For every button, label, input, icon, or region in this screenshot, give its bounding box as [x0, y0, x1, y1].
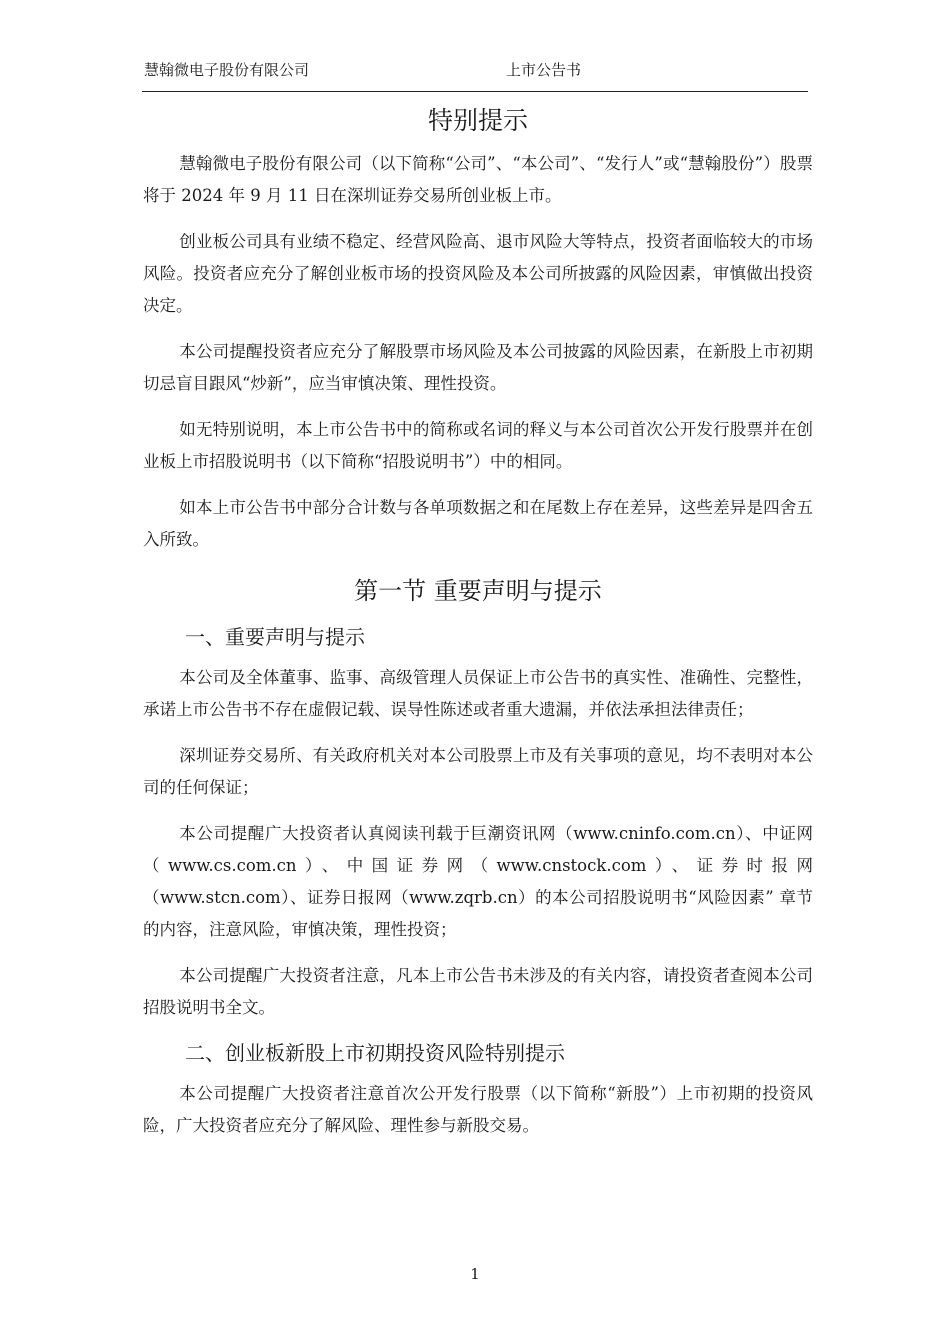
special-notice-paragraph: 本公司提醒投资者应充分了解股票市场风险及本公司披露的风险因素，在新股上市初期切忌盲目跟风“炒新”，应当审慎决策、理性投资。 — [143, 342, 813, 393]
section-1-title: 第一节 重要声明与提示 — [354, 577, 602, 605]
special-notice-paragraph: 如本上市公告书中部分合计数与各单项数据之和在尾数上存在差异，这些差异是四舍五入所致。 — [143, 498, 813, 549]
header-document-type: 上市公告书 — [506, 61, 582, 79]
header-company-name: 慧翰微电子股份有限公司 — [144, 61, 310, 79]
special-notice-title: 特别提示 — [427, 106, 528, 135]
page-number: 1 — [470, 1265, 480, 1283]
special-notice-paragraph: 创业板公司具有业绩不稳定、经营风险高、退市风险大等特点，投资者面临较大的市场风险。投资者应充分了解创业板市场的投资风险及本公司所披露的风险因素，审慎做出投资决定。 — [143, 232, 813, 315]
subsection-1-paragraph: 本公司提醒广大投资者注意，凡本上市公告书未涉及的有关内容，请投资者查阅本公司招股说明书全文。 — [143, 966, 813, 1017]
subsection-1-paragraph: 本公司及全体董事、监事、高级管理人员保证上市公告书的真实性、准确性、完整性，承诺上市公告书不存在虚假记载、误导性陈述或者重大遗漏，并依法承担法律责任； — [143, 668, 813, 719]
page-header — [142, 58, 808, 92]
special-notice-paragraph: 如无特别说明，本上市公告书中的简称或名词的释义与本公司首次公开发行股票并在创业板上市招股说明书（以下简称“招股说明书”）中的相同。 — [143, 420, 813, 471]
subsection-1-paragraph: 本公司提醒广大投资者认真阅读刊载于巨潮资讯网（www.cninfo.com.cn）、中证网（www.cs.com.cn）、中国证券网（www.cnstock.com）、证券时报网（www.stcn.com）、证券日报网（www.zqrb.cn）的本公司招股说明书“风险因素” 章节的内容，注意风险，审慎决策，理性投资； — [143, 824, 813, 939]
subsection-2-title: 二、创业板新股上市初期投资风险特别提示 — [185, 1041, 565, 1065]
subsection-1-paragraph: 深圳证券交易所、有关政府机关对本公司股票上市及有关事项的意见，均不表明对本公司的任何保证； — [143, 746, 813, 797]
document-body — [143, 102, 813, 1156]
special-notice-paragraph: 慧翰微电子股份有限公司（以下简称“公司”、“本公司”、“发行人”或“慧翰股份”）股票将于 2024 年 9 月 11 日在深圳证券交易所创业板上市。 — [143, 154, 813, 205]
subsection-2-paragraph: 本公司提醒广大投资者注意首次公开发行股票（以下简称“新股”）上市初期的投资风险，广大投资者应充分了解风险、理性参与新股交易。 — [143, 1084, 813, 1135]
subsection-1-title: 一、重要声明与提示 — [185, 625, 365, 649]
